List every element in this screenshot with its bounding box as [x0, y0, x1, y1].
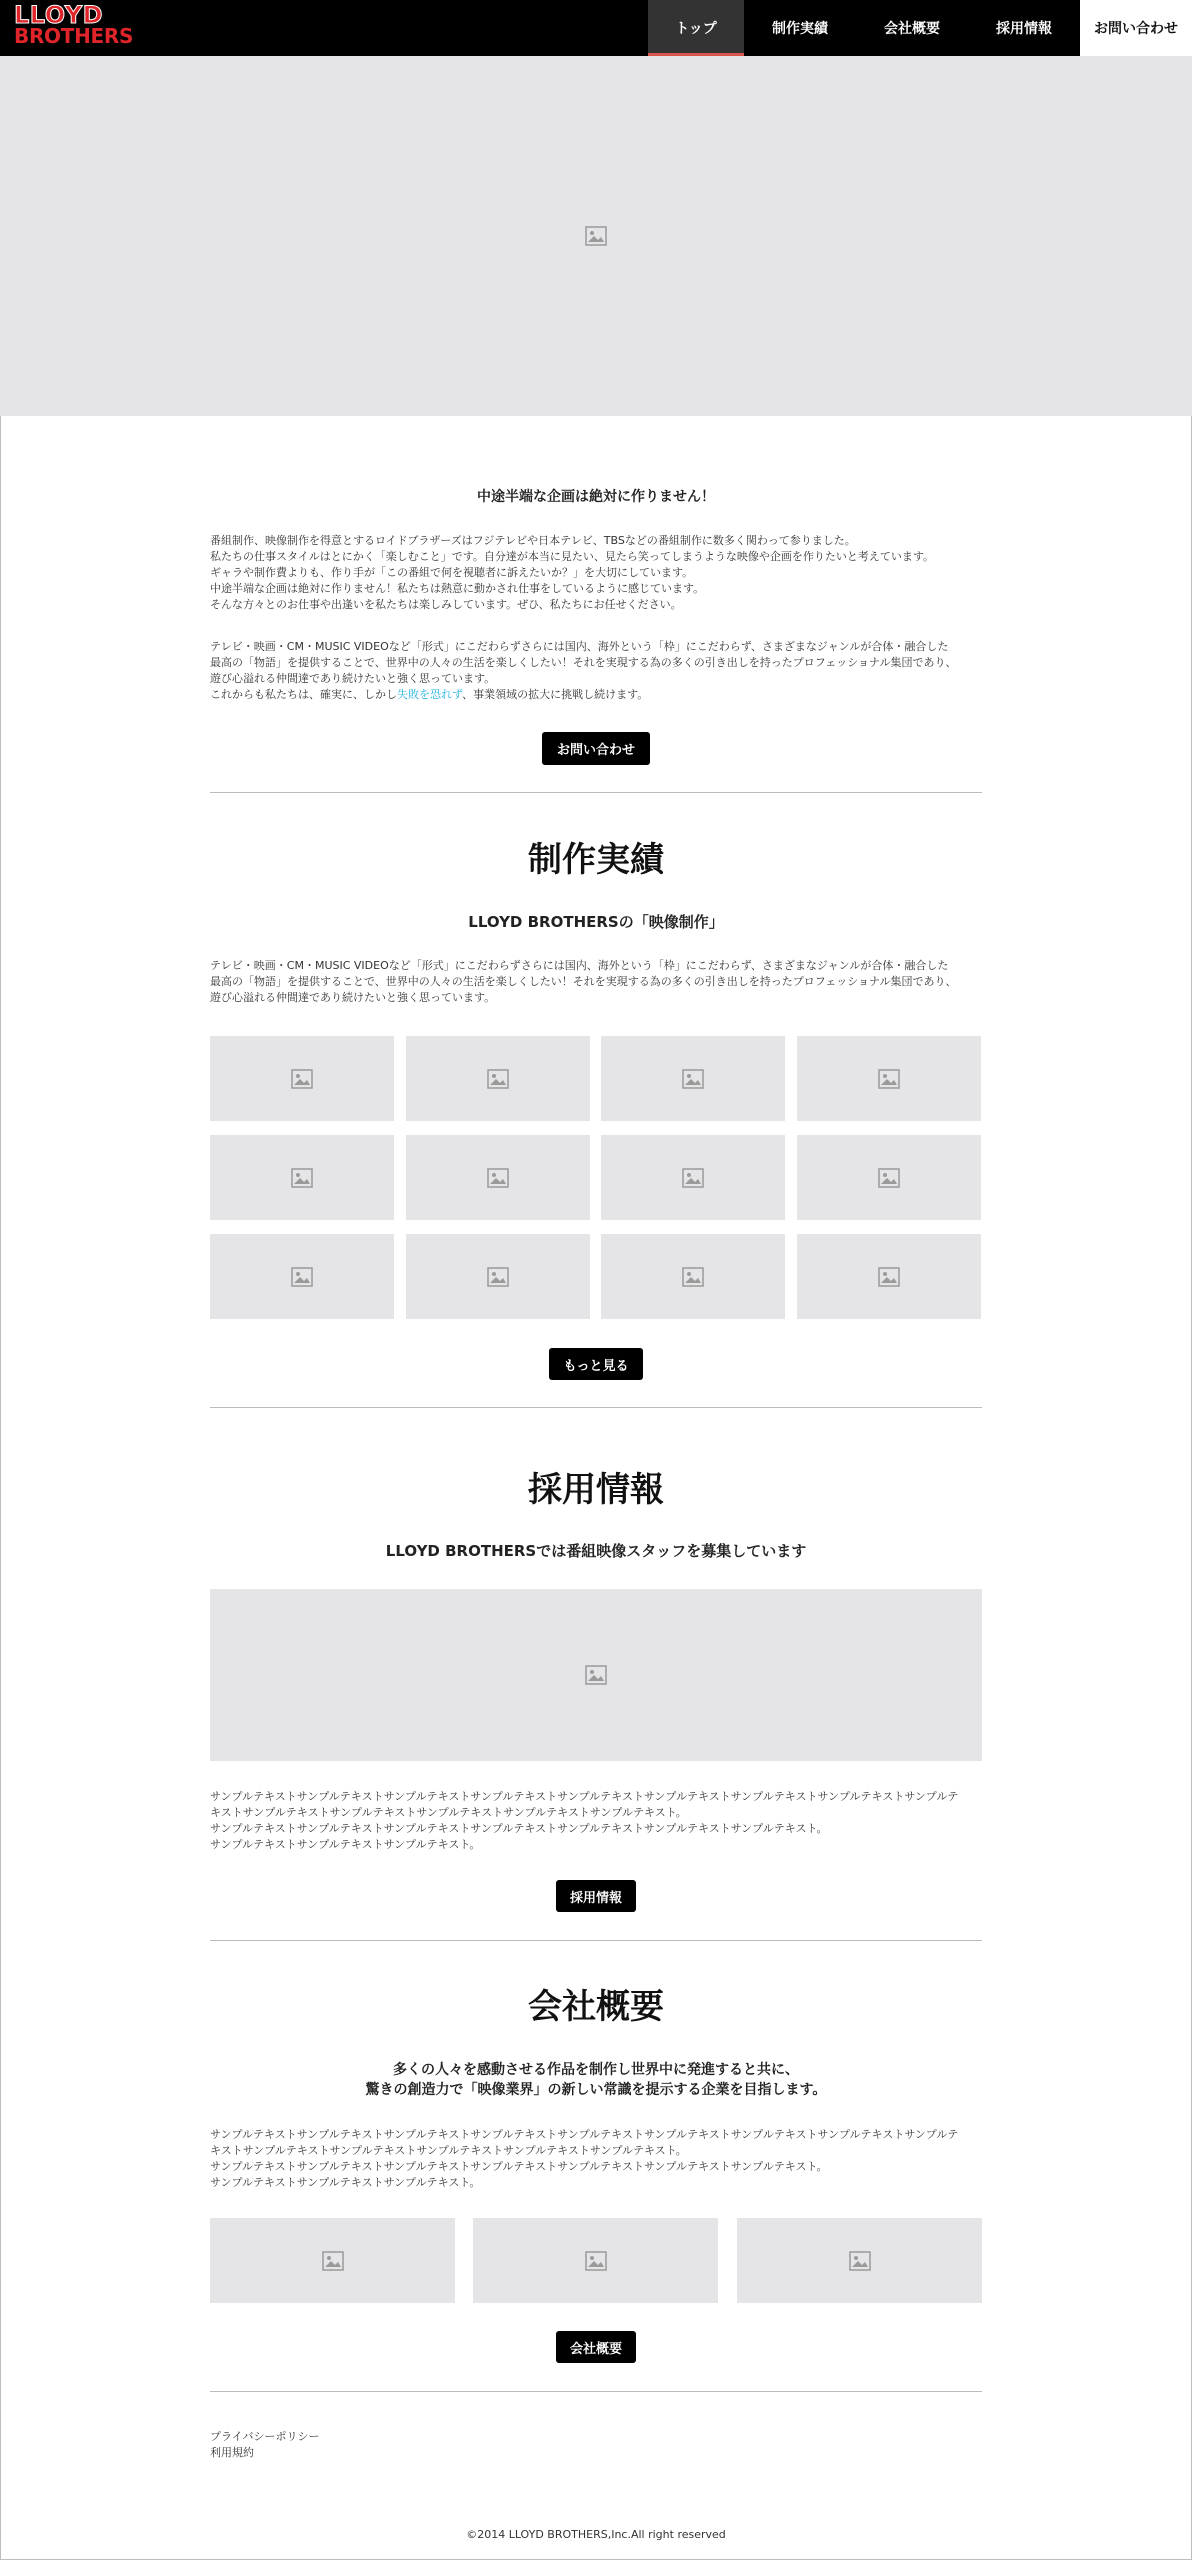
company-image[interactable] [737, 2218, 982, 2303]
nav-item-recruit[interactable]: 採用情報 [996, 21, 1052, 37]
nav-item-company[interactable]: 会社概要 [884, 21, 940, 37]
works-paragraph: テレビ・映画・CM・MUSIC VIDEOなど「形式」にこだわらずさらには国内、海外という「枠」にこだわらず、さまざまなジャンルが合体・融合した 最高の「物語」を提供することで、世界中の人々の生活を楽しくしたい！それを実現する為の多くの引き出しを持ったプロフェッショナル集団であり、 遊び心溢れる仲間達であり続けたいと強く思っています。 [210, 959, 957, 1004]
recruit-image-placeholder [210, 1589, 982, 1761]
work-thumbnail[interactable] [797, 1036, 981, 1121]
recruit-title: 採用情報 [528, 1470, 664, 1510]
fear-no-failure-link[interactable]: 失敗を恐れず [397, 688, 463, 701]
company-subtitle-line-1: 多くの人々を感動させる作品を制作し世界中に発進すると共に、 [393, 2062, 799, 2078]
site-logo[interactable] [14, 1, 134, 51]
intro-paragraph-2: テレビ・映画・CM・MUSIC VIDEOなど「形式」にこだわらずさらには国内、海外という「枠」にこだわらず、さまざまなジャンルが合体・融合した 最高の「物語」を提供することで、世界中の人々の生活を楽しくしたい！それを実現する為の多くの引き出しを持ったプロフェッショナル集団であり、 遊び心溢れる仲間達であり続けたいと強く思っています。 [210, 640, 957, 685]
work-thumbnail[interactable] [210, 1135, 394, 1220]
intro-paragraph-3 [210, 687, 982, 703]
divider [210, 1940, 982, 1941]
work-thumbnail[interactable] [797, 1135, 981, 1220]
logo-line-2: BROTHERS [14, 24, 134, 48]
image-icon [682, 1267, 704, 1287]
main-nav [648, 0, 1192, 56]
company-button[interactable]: 会社概要 [556, 2331, 636, 2363]
site-header [0, 0, 1192, 56]
work-thumbnail[interactable] [210, 1234, 394, 1319]
recruit-subtitle: LLOYD BROTHERSでは番組映像スタッフを募集しています [385, 1542, 807, 1560]
image-icon [682, 1168, 704, 1188]
divider [210, 2391, 982, 2392]
hero-image-placeholder [0, 56, 1192, 416]
image-icon [487, 1069, 509, 1089]
company-subtitle-line-2: 驚きの創造力で「映像業界」の新しい常識を提示する企業を目指します。 [365, 2082, 827, 2098]
company-image[interactable] [473, 2218, 718, 2303]
contact-button[interactable]: お問い合わせ [542, 732, 650, 765]
work-thumbnail[interactable] [406, 1234, 590, 1319]
image-icon [291, 1168, 313, 1188]
intro-paragraph-3-text-b: 、事業領域の拡大に挑戦し続けます。 [462, 688, 649, 701]
work-thumbnail[interactable] [210, 1036, 394, 1121]
company-paragraph: サンプルテキストサンプルテキストサンプルテキストサンプルテキストサンプルテキストサンプルテキストサンプルテキストサンプルテキストサンプルテ キストサンプルテキストサンプルテキストサンプルテキストサンプルテキストサンプルテキスト。 サンプルテキストサンプルテキストサンプルテキストサンプルテキストサンプルテキストサンプルテキストサンプルテキスト。 サンプルテキストサンプルテキストサンプルテキスト。 [210, 2128, 959, 2189]
image-icon [322, 2251, 344, 2271]
work-thumbnail[interactable] [406, 1036, 590, 1121]
recruit-paragraph: サンプルテキストサンプルテキストサンプルテキストサンプルテキストサンプルテキストサンプルテキストサンプルテキストサンプルテキストサンプルテ キストサンプルテキストサンプルテキストサンプルテキストサンプルテキストサンプルテキスト。 サンプルテキストサンプルテキストサンプルテキストサンプルテキストサンプルテキストサンプルテキストサンプルテキスト。 サンプルテキストサンプルテキストサンプルテキスト。 [210, 1790, 959, 1851]
intro-paragraph-3-text-a: これからも私たちは、確実に、しかし [210, 688, 397, 701]
image-icon [487, 1267, 509, 1287]
terms-link[interactable]: 利用規約 [210, 2446, 254, 2459]
logo-line-1: LLOYD [14, 1, 104, 29]
work-thumbnail[interactable] [601, 1135, 785, 1220]
company-image[interactable] [210, 2218, 455, 2303]
nav-item-works[interactable]: 制作実績 [772, 21, 828, 37]
nav-item-top[interactable]: トップ [648, 0, 744, 56]
image-icon [585, 226, 607, 246]
company-title: 会社概要 [528, 1987, 664, 2027]
image-icon [878, 1069, 900, 1089]
image-icon [849, 2251, 871, 2271]
works-subtitle: LLOYD BROTHERSの「映像制作」 [468, 913, 724, 931]
divider [210, 792, 982, 793]
image-icon [291, 1267, 313, 1287]
intro-paragraph-1: 番組制作、映像制作を得意とするロイドブラザーズはフジテレビや日本テレビ、TBSなどの番組制作に数多く関わって参りました。 私たちの仕事スタイルはとにかく「楽しむこと」です。自分達が本当に見たい、見たら笑ってしまうような映像や企画を作りたいと考えています。 ギャラや制作費よりも、作り手が「この番組で何を視聴者に訴えたいか？」を大切にしています。 中途半端な企画は絶対に作りません！私たちは熱意に動かされ仕事をしているように感じています。 そんな方々とのお仕事や出逢いを私たちは楽しみしています。ぜひ、私たちにお任せください。 [210, 534, 935, 611]
work-thumbnail[interactable] [406, 1135, 590, 1220]
image-icon [878, 1168, 900, 1188]
image-icon [878, 1267, 900, 1287]
image-icon [487, 1168, 509, 1188]
works-title: 制作実績 [528, 840, 664, 880]
image-icon [682, 1069, 704, 1089]
more-works-button[interactable]: もっと見る [549, 1348, 643, 1380]
work-thumbnail[interactable] [601, 1234, 785, 1319]
intro-heading: 中途半端な企画は絶対に作りません！ [477, 489, 715, 505]
image-icon [585, 2251, 607, 2271]
image-icon [291, 1069, 313, 1089]
divider [210, 1407, 982, 1408]
work-thumbnail[interactable] [601, 1036, 785, 1121]
copyright: ©2014 LLOYD BROTHERS,Inc.All right reserved [466, 2528, 726, 2541]
nav-item-contact[interactable]: お問い合わせ [1080, 0, 1192, 56]
work-thumbnail[interactable] [797, 1234, 981, 1319]
recruit-button[interactable]: 採用情報 [556, 1880, 636, 1912]
company-subtitle [0, 2060, 1192, 2100]
privacy-policy-link[interactable]: プライバシーポリシー [210, 2430, 320, 2443]
image-icon [585, 1665, 607, 1685]
